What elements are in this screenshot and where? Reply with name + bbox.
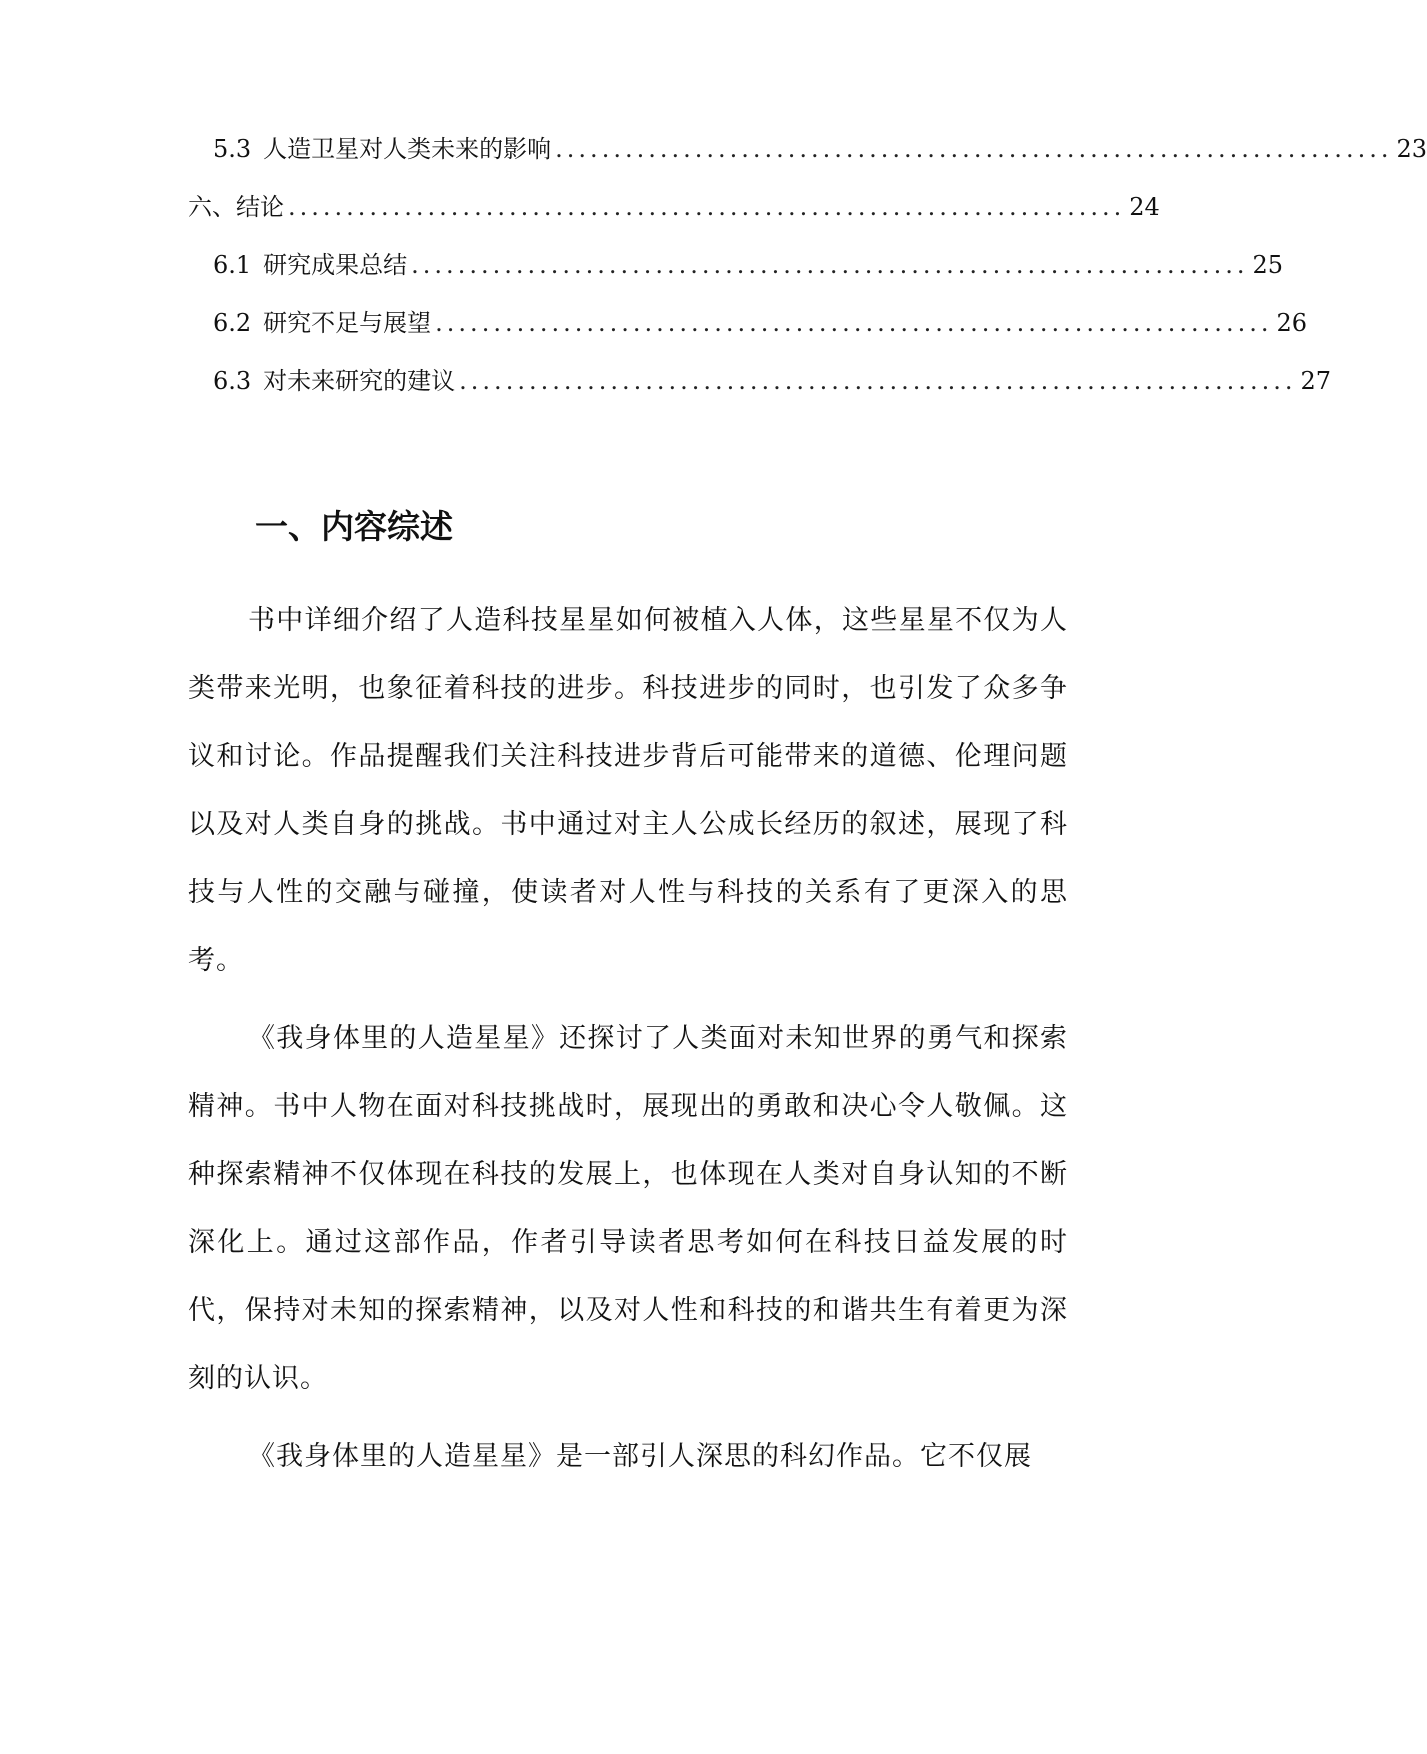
section-body: [188, 587, 1068, 1501]
toc-leader-dots: ........................................................................: [411, 251, 1249, 279]
toc-entry-number: 6.2: [213, 309, 252, 337]
toc-entry-6-1[interactable]: [213, 249, 1283, 281]
toc-entry-title: 对未来研究的建议: [263, 367, 456, 395]
toc-entry-page: 27: [1300, 367, 1331, 395]
paragraph: 《我身体里的人造星星》还探讨了人类面对未知世界的勇气和探索精神。书中人物在面对科技挑战时，展现出的勇敢和决心令人敬佩。这种探索精神不仅体现在科技的发展上，也体现在人类对自身认知的不断深化上。通过这部作品，作者引导读者思考如何在科技日益发展的时代，保持对未知的探索精神，以及对人性和科技的和谐共生有着更为深刻的认识。: [188, 1023, 1068, 1394]
toc-leader-dots: ........................................................................: [459, 367, 1297, 395]
toc-entry-number: 6.3: [213, 367, 252, 395]
toc-entry-chapter-6[interactable]: [188, 191, 1160, 223]
toc-entry-page: 23: [1396, 135, 1427, 163]
toc-entry-page: 24: [1129, 193, 1160, 221]
toc-entry-title: 研究成果总结: [263, 251, 408, 279]
toc-entry-title: 六、结论: [188, 193, 284, 221]
toc-entry-6-3[interactable]: [213, 365, 1331, 397]
toc-entry-6-2[interactable]: [213, 307, 1307, 339]
paragraph: 《我身体里的人造星星》是一部引人深思的科幻作品。它不仅展: [248, 1441, 1032, 1472]
toc-leader-dots: ........................................................................: [288, 193, 1126, 221]
paragraph: 书中详细介绍了人造科技星星如何被植入人体，这些星星不仅为人类带来光明，也象征着科技的进步。科技进步的同时，也引发了众多争议和讨论。作品提醒我们关注科技进步背后可能带来的道德、伦理问题以及对人类自身的挑战。书中通过对主人公成长经历的叙述，展现了科技与人性的交融与碰撞，使读者对人性与科技的关系有了更深入的思考。: [188, 605, 1068, 976]
toc-entry-5-3[interactable]: [213, 133, 1427, 165]
section-heading: 一、内容综述: [255, 507, 453, 546]
toc-entry-title: 研究不足与展望: [263, 309, 432, 337]
toc-leader-dots: ........................................................................: [555, 135, 1393, 163]
toc-entry-page: 26: [1276, 309, 1307, 337]
toc-entry-number: 6.1: [213, 251, 252, 279]
toc-entry-page: 25: [1252, 251, 1283, 279]
toc-entry-number: 5.3: [213, 135, 252, 163]
toc-entry-title: 人造卫星对人类未来的影响: [263, 135, 552, 163]
toc-leader-dots: ........................................................................: [435, 309, 1273, 337]
